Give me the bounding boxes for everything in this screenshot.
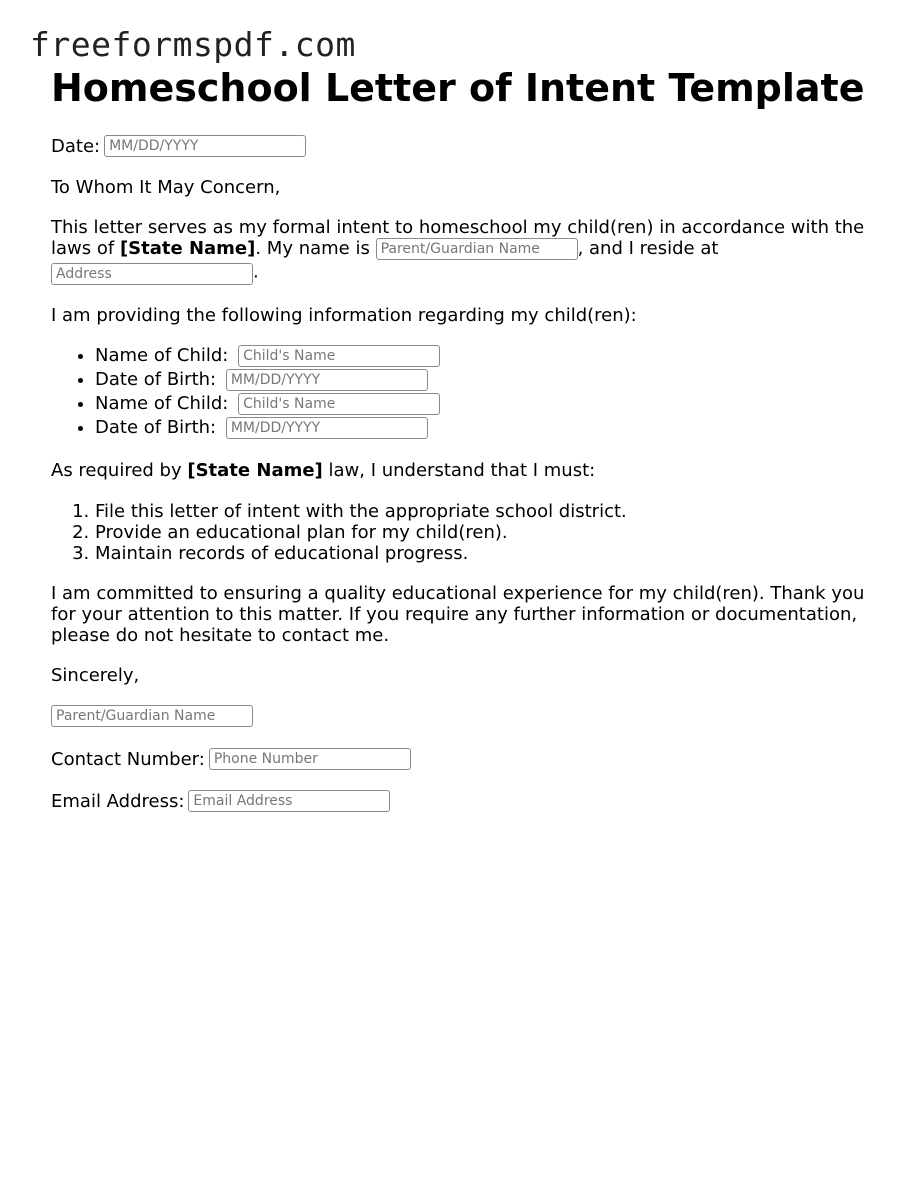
list-item: 1. File this letter of intent with the appropriate school district. [95, 501, 881, 522]
list-item [95, 416, 881, 440]
list-item [95, 392, 881, 416]
watermark: freeformspdf.com [30, 25, 356, 64]
state-name: [State Name] [119, 238, 256, 259]
child-name-label: Name of Child: [95, 345, 229, 366]
sign-off: Sincerely, [51, 665, 140, 686]
email-row [51, 789, 881, 813]
phone-field[interactable] [209, 748, 411, 770]
list-item [95, 368, 881, 392]
signature-row [51, 705, 881, 729]
parent-name-field[interactable] [376, 238, 578, 260]
requirements-list [51, 501, 881, 564]
email-field[interactable] [188, 790, 390, 812]
child-dob-field[interactable] [226, 369, 428, 391]
intro-text-1: This letter serves as my formal intent to homeschool my child(ren) in accordance with the laws of [51, 217, 865, 259]
address-field[interactable] [51, 263, 253, 285]
child-name-label: Name of Child: [95, 393, 229, 414]
requirements-intro [51, 460, 881, 481]
list-item: 2. Provide an educational plan for my child(ren). [95, 522, 881, 543]
closing-paragraph: I am committed to ensuring a quality educational experience for my child(ren). Thank you for your attention to this matter. If you require any further information or documentation, please do not hesitate to contact me. [51, 583, 865, 646]
signature-name-field[interactable] [51, 705, 253, 727]
list-item: 3. Maintain records of educational progress. [95, 543, 881, 564]
date-row [51, 134, 881, 158]
children-list [51, 344, 881, 440]
info-text: I am providing the following information regarding my child(ren): [51, 305, 637, 326]
page-title: Homeschool Letter of Intent Template [51, 66, 865, 110]
date-label: Date: [51, 135, 101, 157]
child-name-field[interactable] [238, 393, 440, 415]
intro-paragraph [51, 217, 881, 285]
child-name-field[interactable] [238, 345, 440, 367]
child-dob-field[interactable] [226, 417, 428, 439]
state-name: [State Name] [187, 460, 323, 481]
intro-text-3: , and I reside at [577, 238, 719, 259]
required-text-1: As required by [51, 460, 188, 481]
intro-text-2: . My name is [255, 238, 376, 259]
child-dob-label: Date of Birth: [95, 417, 217, 438]
child-dob-label: Date of Birth: [95, 369, 217, 390]
required-text-2: law, I understand that I must: [322, 460, 596, 481]
date-field[interactable] [104, 135, 306, 157]
greeting: To Whom It May Concern, [51, 177, 281, 198]
contact-row [51, 747, 881, 771]
intro-end: . [253, 261, 259, 283]
list-item [95, 344, 881, 368]
letter-document [51, 66, 881, 813]
contact-label: Contact Number: [51, 748, 205, 770]
email-label: Email Address: [51, 790, 185, 812]
